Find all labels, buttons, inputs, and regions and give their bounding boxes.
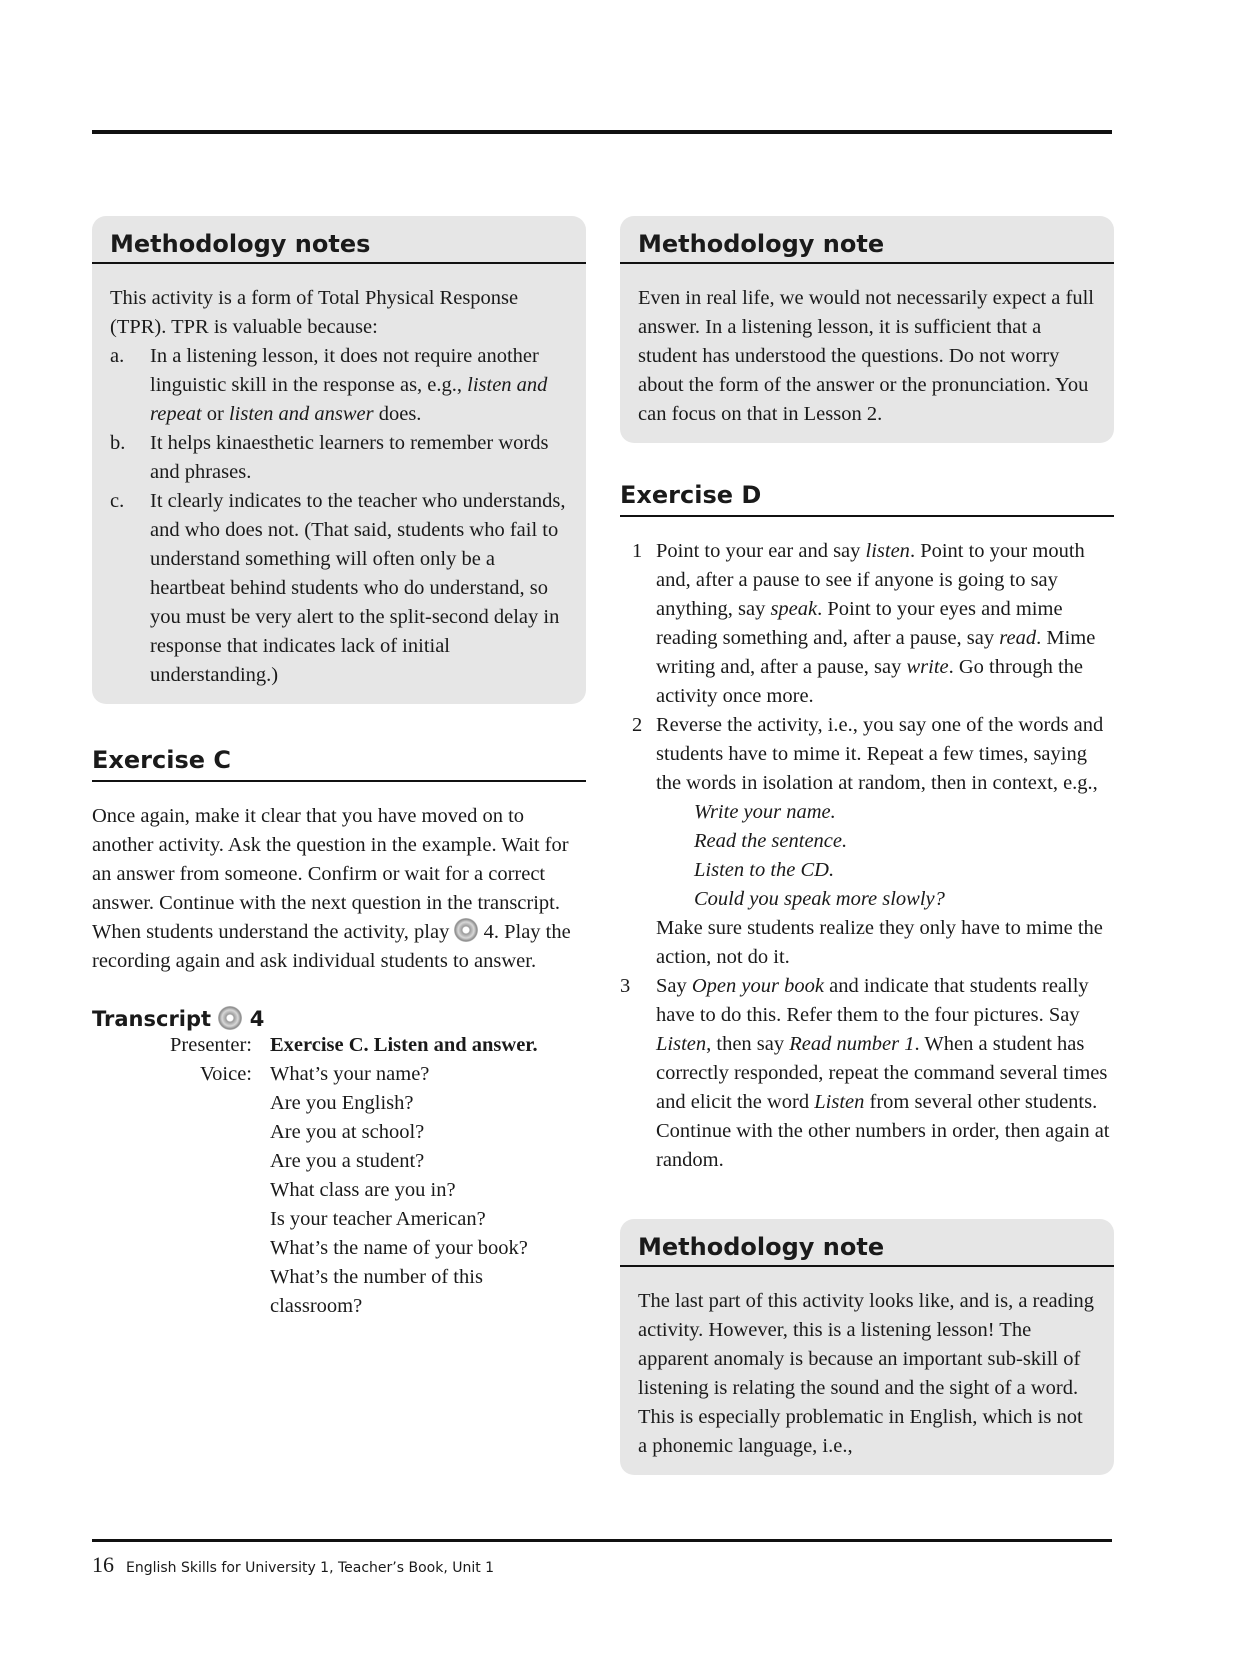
transcript-line: Exercise C. Listen and answer. xyxy=(270,1034,538,1056)
example-line: Could you speak more slowly? xyxy=(694,888,945,910)
page-footer xyxy=(92,1552,494,1578)
step-text: from several other students. Continue with the other numbers in order, then again at random. xyxy=(656,1091,1110,1171)
right-column xyxy=(620,216,1114,1475)
step-italic: write xyxy=(906,656,949,678)
cd-icon xyxy=(454,918,478,942)
item-italic: listen and repeat xyxy=(150,374,548,425)
step-text: , then say xyxy=(706,1033,790,1055)
box-title: Methodology note xyxy=(620,226,1114,264)
step-text: Point to your ear and say xyxy=(656,540,866,562)
box-text: The last part of this activity looks like, and is, a reading activity. However, this is a listening lesson! The apparent anomaly is because an important sub-skill of listening is relating the sound and the sight of a word. This is especially problematic in English, which is not a phonemic language, i.e., xyxy=(638,1290,1095,1457)
speaker-label: Voice: xyxy=(199,1063,252,1085)
box-intro: This activity is a form of Total Physical Response (TPR). TPR is valuable because: xyxy=(110,287,519,338)
transcript-line: Is your teacher American? xyxy=(270,1208,486,1230)
transcript-line: What class are you in? xyxy=(270,1179,456,1201)
left-column xyxy=(92,216,586,1321)
item-italic: listen and answer xyxy=(228,403,374,425)
cd-icon xyxy=(218,1006,242,1030)
step-text: . When a student has correctly responded, repeat the command several times and elicit the word xyxy=(656,1033,1108,1113)
methodology-note-box xyxy=(620,1219,1114,1475)
step-text: . Mime writing and, after a pause, say xyxy=(656,627,1096,678)
step-italic: read xyxy=(999,627,1037,649)
track-number: 4 xyxy=(249,1007,265,1031)
step-text: Make sure students realize they only have to mime the action, not do it. xyxy=(656,917,1103,968)
list-item xyxy=(110,429,568,487)
bottom-rule xyxy=(92,1539,1112,1542)
step-italic: speak xyxy=(770,598,818,620)
step-text: . Go through the activity once more. xyxy=(656,656,1083,707)
step-text: Say xyxy=(656,975,692,997)
para-text: Once again, make it clear that you have moved on to another activity. Ask the question in the example. Wait for an answer from someone. Confirm or wait for a correct answer. Continue with the next question in the transcript. When students understand the activity, play xyxy=(92,805,569,943)
step-italic: listen xyxy=(865,540,910,562)
step-3 xyxy=(620,972,1114,1175)
step-2 xyxy=(620,711,1114,972)
transcript-heading xyxy=(92,1006,586,1031)
transcript-line: Are you English? xyxy=(270,1092,414,1114)
track-number: 4 xyxy=(483,921,494,943)
methodology-notes-box xyxy=(92,216,586,704)
transcript-line: What’s the number of this classroom? xyxy=(270,1266,483,1317)
exercise-c-heading: Exercise C xyxy=(92,746,586,782)
top-rule xyxy=(92,130,1112,134)
step-italic: Listen xyxy=(656,1033,707,1055)
example-line: Read the sentence. xyxy=(694,830,848,852)
transcript-line: Are you a student? xyxy=(270,1150,425,1172)
methodology-note-box xyxy=(620,216,1114,443)
step-number: 2 xyxy=(632,714,643,736)
step-italic: Open your book xyxy=(691,975,824,997)
transcript-line: What’s the name of your book? xyxy=(270,1237,528,1259)
step-1 xyxy=(620,537,1114,711)
box-title: Methodology note xyxy=(620,1229,1114,1267)
footer-title: English Skills for University 1, Teacher’s Book, Unit 1 xyxy=(126,1560,495,1576)
list-item xyxy=(110,487,568,690)
transcript-row xyxy=(92,1031,586,1060)
list-item xyxy=(110,342,568,429)
item-text: In a listening lesson, it does not require another linguistic skill in the response as, e.g., xyxy=(150,345,539,396)
box-title: Methodology notes xyxy=(92,226,586,264)
transcript-label: Transcript xyxy=(92,1007,212,1031)
example-line: Listen to the CD. xyxy=(694,859,835,881)
list-marker: a. xyxy=(110,345,125,367)
list-marker: c. xyxy=(110,490,125,512)
step-text: and indicate that students really have to do this. Refer them to the four pictures. Say xyxy=(656,975,1089,1026)
step-text: . Point to your eyes and mime reading something and, after a pause, say xyxy=(656,598,1063,649)
step-number: 3 xyxy=(620,975,631,997)
transcript-line: What’s your name? xyxy=(270,1063,430,1085)
example-line: Write your name. xyxy=(694,801,836,823)
step-text: Reverse the activity, i.e., you say one of the words and students have to mime it. Repeat a few times, saying the words in isolation at random, then in context, e.g., xyxy=(656,714,1104,794)
transcript-line: Are you at school? xyxy=(270,1121,425,1143)
step-italic: Read number 1 xyxy=(789,1033,915,1055)
exercise-d-heading: Exercise D xyxy=(620,481,1114,517)
speaker-label: Presenter: xyxy=(170,1034,252,1056)
page-number: 16 xyxy=(92,1552,114,1577)
para-text: . Play the recording again and ask individual students to answer. xyxy=(92,921,571,972)
step-number: 1 xyxy=(632,540,643,562)
step-italic: Listen xyxy=(814,1091,865,1113)
transcript-row xyxy=(92,1060,586,1321)
exercise-c-text xyxy=(92,802,586,976)
item-text: does. xyxy=(373,403,422,425)
step-text: . Point to your mouth and, after a pause to see if anyone is going to say anything, say xyxy=(656,540,1085,620)
list-marker: b. xyxy=(110,432,126,454)
item-text: It helps kinaesthetic learners to remember words and phrases. xyxy=(150,432,549,483)
item-text: It clearly indicates to the teacher who understands, and who does not. (That said, students who fail to understand something will often only be a heartbeat behind students who do understand, so you must be very alert to the split-second delay in response that indicates lack of initial understanding.) xyxy=(150,490,566,686)
item-text: or xyxy=(201,403,229,425)
box-text: Even in real life, we would not necessarily expect a full answer. In a listening lesson, it is sufficient that a student has understood the questions. Do not worry about the form of the answer or the pronunciation. You can focus on that in Lesson 2. xyxy=(638,287,1094,425)
